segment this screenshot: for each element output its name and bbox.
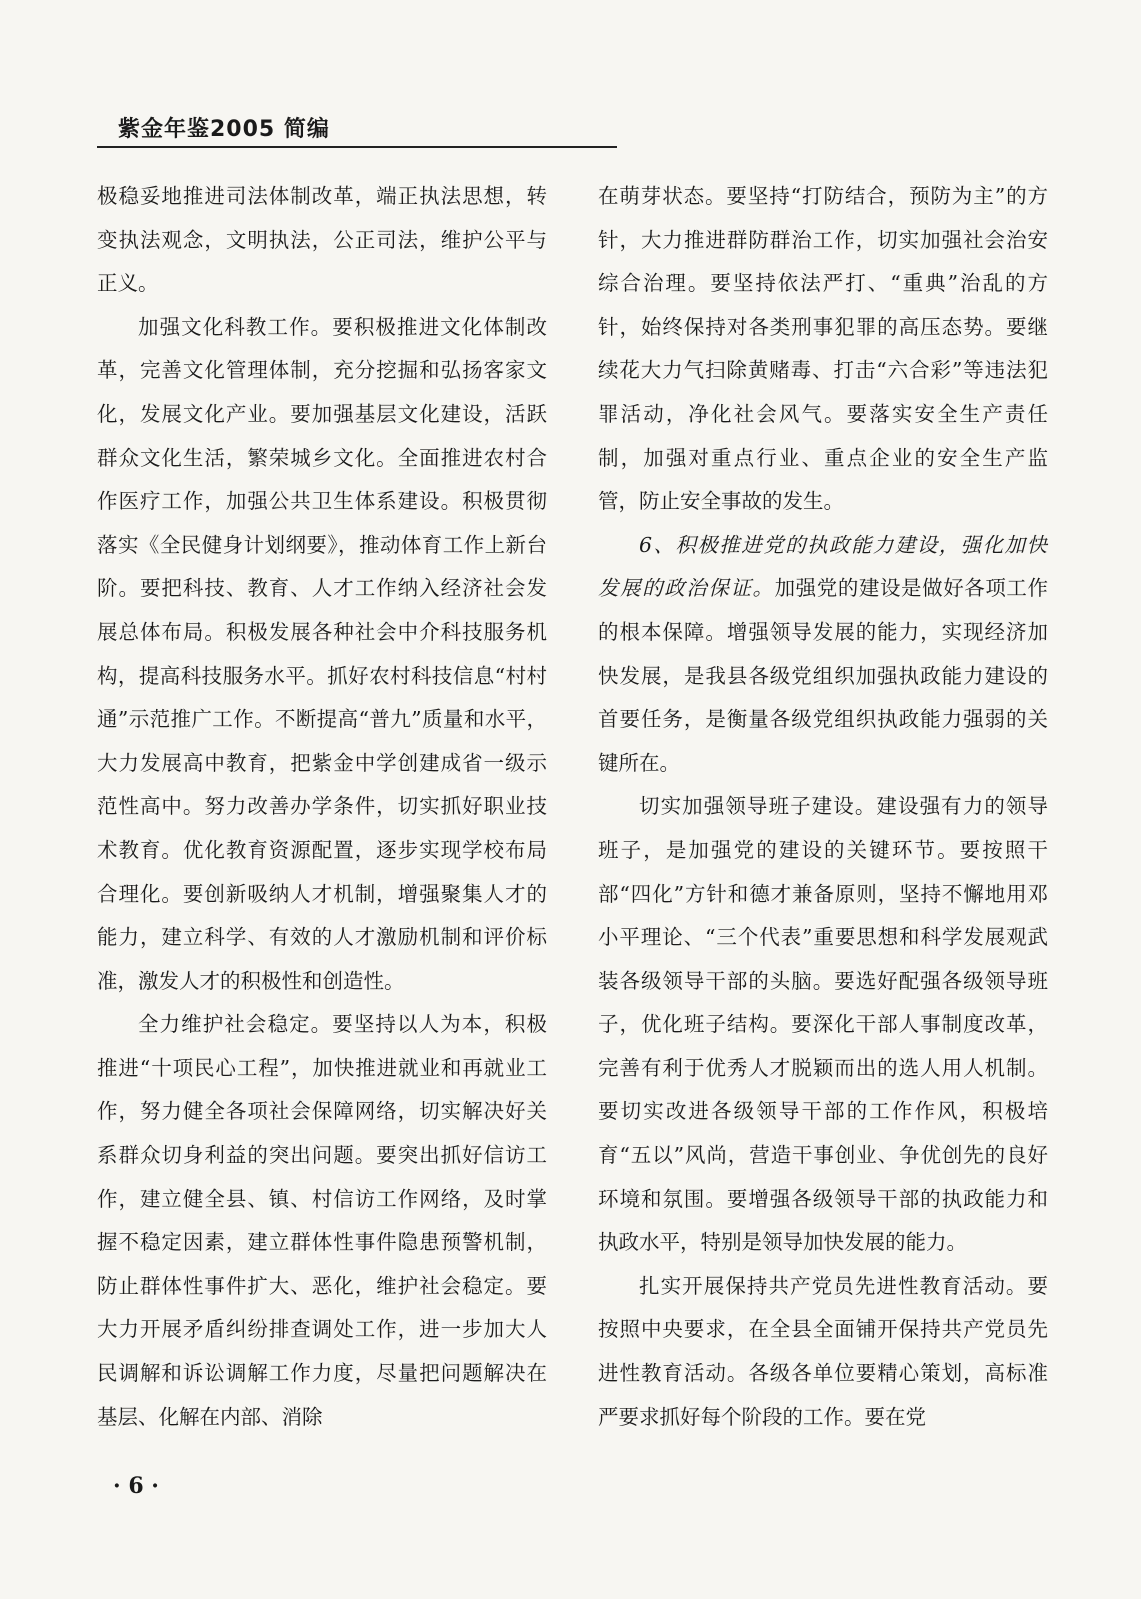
paragraph: 扎实开展保持共产党员先进性教育活动。要按照中央要求，在全县全面铺开保持共产党员先进性教育活动。各级各单位要精心策划，高标准严要求抓好每个阶段的工作。要在党 xyxy=(598,1273,1048,1429)
right-column xyxy=(598,175,1048,1439)
left-column xyxy=(97,175,547,1439)
running-header: 紫金年鉴2005 简编 xyxy=(118,117,330,142)
paragraph: 切实加强领导班子建设。建设强有力的领导班子，是加强党的建设的关键环节。要按照干部“四化”方针和德才兼备原则，坚持不懈地用邓小平理论、“三个代表”重要思想和科学发展观武装各级领导干部的头脑。要选好配强各级领导班子，优化班子结构。要深化干部人事制度改革，完善有利于优秀人才脱颖而出的选人用人机制。要切实改进各级领导干部的工作作风，积极培育“五以”风尚，营造干事创业、争优创先的良好环境和氛围。要增强各级领导干部的执政能力和执政水平，特别是领导加快发展的能力。 xyxy=(598,794,1048,1255)
paragraph: 加强文化科教工作。要积极推进文化体制改革，完善文化管理体制，充分挖掘和弘扬客家文化，发展文化产业。要加强基层文化建设，活跃群众文化生活，繁荣城乡文化。全面推进农村合作医疗工作，加强公共卫生体系建设。积极贯彻落实《全民健身计划纲要》，推动体育工作上新台阶。要把科技、教育、人才工作纳入经济社会发展总体布局。积极发展各种社会中介科技服务机构，提高科技服务水平。抓好农村科技信息“村村通”示范推广工作。不断提高“普九”质量和水平，大力发展高中教育，把紫金中学创建成省一级示范性高中。努力改善办学条件，切实抓好职业技术教育。优化教育资源配置，逐步实现学校布局合理化。要创新吸纳人才机制，增强聚集人才的能力，建立科学、有效的人才激励机制和评价标准，激发人才的积极性和创造性。 xyxy=(97,314,547,993)
paragraph: 全力维护社会稳定。要坚持以人为本，积极推进“十项民心工程”，加快推进就业和再就业工作，努力健全各项社会保障网络，切实解决好关系群众切身利益的突出问题。要突出抓好信访工作，建立健全县、镇、村信访工作网络，及时掌握不稳定因素，建立群体性事件隐患预警机制，防止群体性事件扩大、恶化，维护社会稳定。要大力开展矛盾纠纷排查调处工作，进一步加大人民调解和诉讼调解工作力度，尽量把问题解决在基层、化解在内部、消除 xyxy=(97,1012,547,1429)
paragraph: 在萌芽状态。要坚持“打防结合，预防为主”的方针，大力推进群防群治工作，切实加强社会治安综合治理。要坚持依法严打、“重典”治乱的方针，始终保持对各类刑事犯罪的高压态势。要继续花大力气扫除黄赌毒、打击“六合彩”等违法犯罪活动，净化社会风气。要落实安全生产责任制，加强对重点行业、重点企业的安全生产监管，防止安全事故的发生。 xyxy=(598,184,1048,514)
page-number: · 6 · xyxy=(113,1473,159,1499)
paragraph-body: 加强党的建设是做好各项工作的根本保障。增强领导发展的能力，实现经济加快发展，是我县各级党组织加强执政能力建设的首要任务，是衡量各级党组织执政能力强弱的关键所在。 xyxy=(598,576,1049,775)
header-rule xyxy=(97,146,617,148)
paragraph: 极稳妥地推进司法体制改革，端正执法思想，转变执法观念，文明执法，公正司法，维护公平与正义。 xyxy=(97,184,547,296)
paragraph xyxy=(598,524,1048,786)
section-heading: 6、积极推进党的执政能力建设，强化加快发展的政治保证。 xyxy=(598,532,1048,601)
